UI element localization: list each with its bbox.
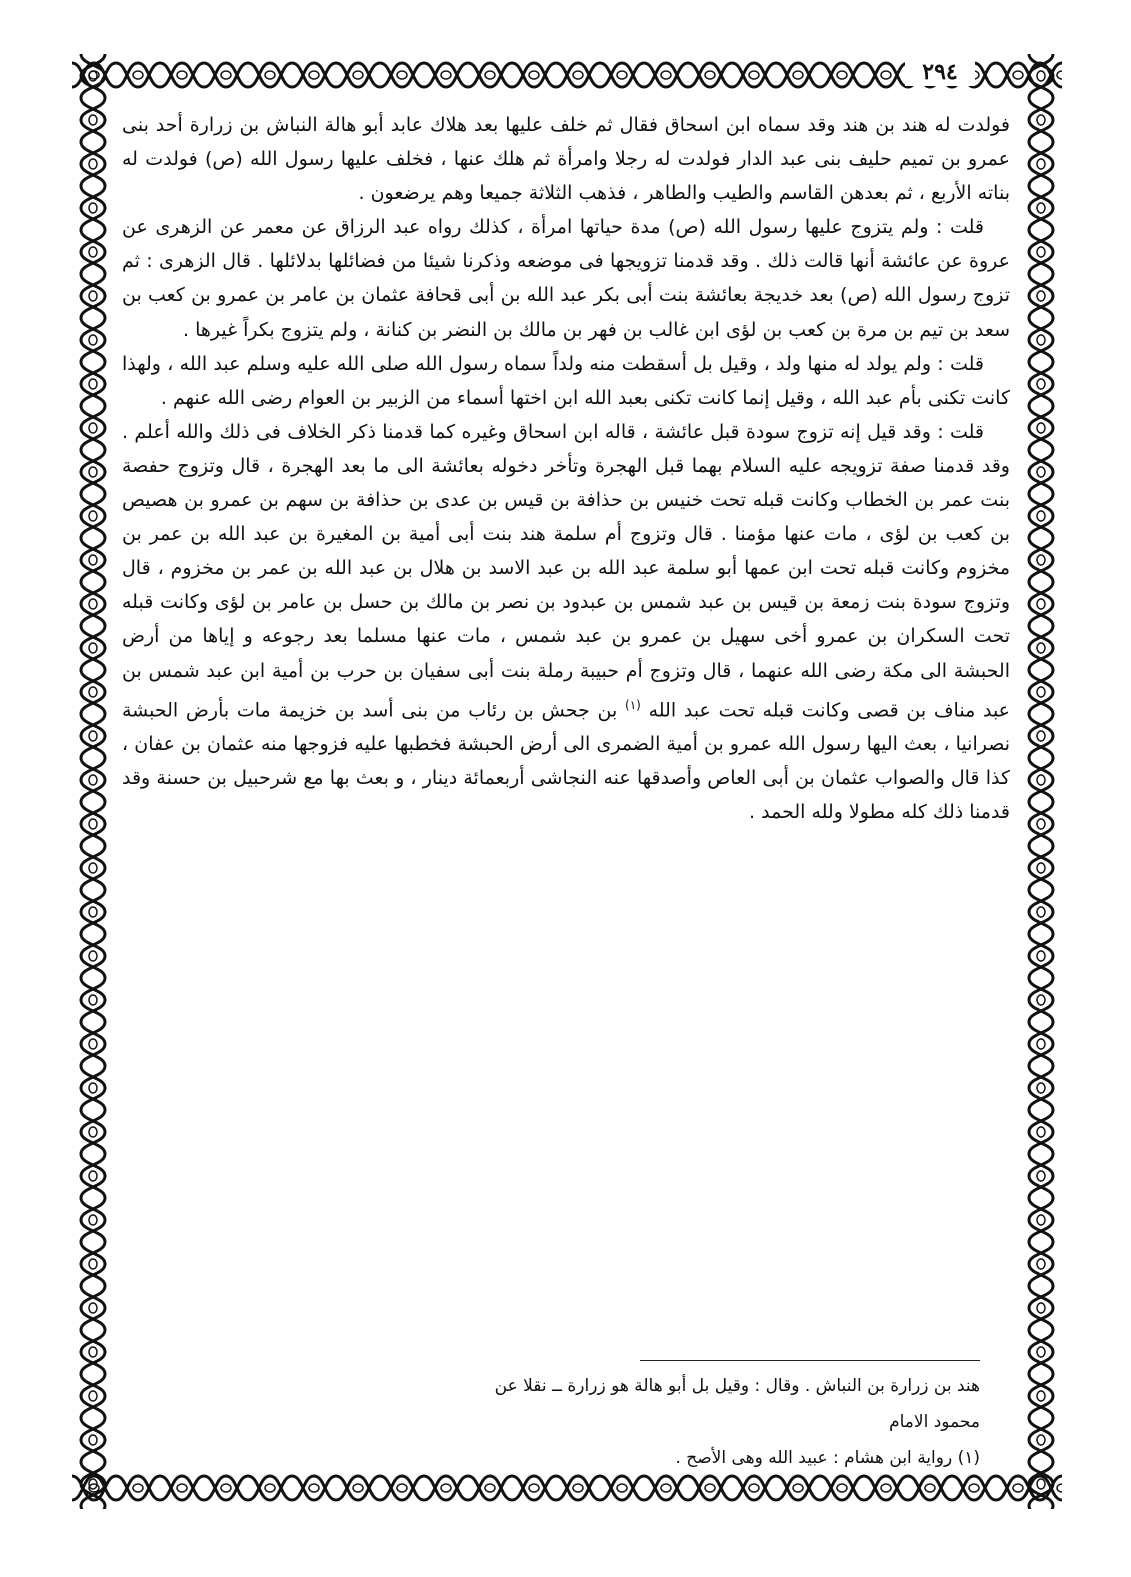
text-line: عليها رسول الله (ص) فولدت له بناته الأربع ، ثم بعدهن القاسم والطيب والطاهر ، فذهب الثلاثة bbox=[122, 148, 1010, 205]
text-line: قلت : ولم يولد له منها ولد ، وقيل بل أسقطت منه ولداً سماه رسول الله صلى الله عليه وسلم bbox=[246, 352, 984, 375]
text-line: عدى بن حذافة بن سهم بن عمرو بن هصيص بن كعب بن لؤى ، مات عنها مؤمنا . قال وتزوج أم bbox=[122, 489, 1010, 546]
paragraph-2 bbox=[122, 210, 1010, 346]
paragraph-3 bbox=[122, 347, 1010, 415]
text-line: من فضائلها بدلائلها . قال الزهرى : ثم تزوج رسول الله (ص) بعد خديجة بعائشة بنت أبى بكر bbox=[122, 250, 1011, 307]
text-line: الحبشة الى مكة رضى الله عنهما ، قال وتزوج أم حبيبة رملة بنت أبى سفيان بن حرب بن أمية bbox=[271, 659, 1010, 682]
text-line: بن جحش بن رئاب من بنى bbox=[401, 698, 618, 721]
border-left bbox=[72, 54, 114, 1509]
text-line: سلمة هند بنت أبى أمية بن المغيرة بن عبد الله بن عمر بن مخزوم وكانت قبله تحت ابن عمها أبو سلمة bbox=[122, 523, 1011, 580]
border-right bbox=[1020, 54, 1062, 1509]
text-line: فولدت له هند بن هند وقد سماه ابن اسحاق فقال ثم خلف عليها بعد هلاك عابد أبو هالة النباش بن bbox=[239, 114, 1011, 136]
text-line: قلت : وقد قيل إنه تزوج سودة قبل عائشة ، قاله ابن اسحاق وغيره كما قدمنا ذكر الخلاف فى bbox=[255, 420, 984, 443]
text-line: زرارة أحد بنى عمرو بن تميم حليف بنى عبد الدار فولدت له رجلا وامرأة ثم هلك عنها ، فخلف bbox=[122, 114, 1010, 171]
footnote-divider bbox=[640, 1360, 980, 1361]
text-line: الهجرة ، قال وتزوج حفصة بنت عمر بن الخطاب وكانت قبله تحت خنيس بن حذافة بن قيس بن bbox=[122, 454, 1010, 512]
text-line: عنه النجاشى أربعمائة دينار ، و بعث بها مع شرحبيل بن حسنة وقد قدمنا ذلك كله مطولا ولله الحمد . bbox=[122, 767, 1010, 824]
footnote-reference: (١) bbox=[625, 697, 641, 712]
text-line: الحبشة فخطبها عليه فزوجها منه عثمان بن عفان ، كذا قال والصواب عثمان بن أبى العاص وأصدقها bbox=[122, 733, 1010, 790]
text-line: ابن غالب بن فهر بن مالك بن النضر بن كنانة ، ولم يتزوج بكراً غيرها . bbox=[183, 318, 720, 341]
footnote-1: (١) رواية ابن هشام : عبيد الله وهى الأصح . bbox=[675, 1448, 980, 1468]
main-text bbox=[122, 108, 1010, 829]
page-number: ٢٩٤ bbox=[905, 58, 975, 86]
text-line: عبد الله ، ولهذا كانت تكنى بأم عبد الله ، وقيل إنما كانت تكنى بعبد الله ابن اختها أسماء من bbox=[122, 352, 1010, 409]
footnote-carryover: هند بن زرارة بن النباش . وقال : وقيل بل أبو هالة هو زرارة ــ نقلا عن محمود الامام bbox=[494, 1376, 980, 1432]
text-line: ذلك والله أعلم . وقد قدمنا صفة تزويجه عليه السلام بهما قبل الهجرة وتأخر دخوله بعائشة الى ما بعد bbox=[122, 420, 1010, 477]
text-line: معمر عن الزهرى عن عروة عن عائشة أنها قالت ذلك . وقد قدمنا تزويجها فى موضعه وذكرنا شيئا bbox=[122, 216, 1010, 273]
text-line: السكران بن عمرو أخى سهيل بن عمرو بن عبد شمس ، مات عنها مسلما بعد رجوعه و إياها من أرض bbox=[122, 625, 965, 648]
paragraph-1 bbox=[122, 108, 1010, 210]
text-line: جميعا وهم يرضعون . bbox=[358, 182, 523, 205]
paragraph-4 bbox=[122, 415, 1010, 829]
text-line: قيس بن عبد شمس بن عبدود بن نصر بن مالك بن حسل بن عامر بن لؤى وكانت قبله تحت bbox=[122, 591, 1010, 648]
text-line: عبد الله بن عبد الاسد بن هلال بن عبد الله بن عمر بن مخزوم ، قال وتزوج سودة بنت زمعة بن bbox=[122, 557, 1010, 614]
text-line: أسد بن خزيمة مات بأرض الحبشة نصرانيا ، بعث اليها رسول الله عمرو بن أمية الضمرى الى أرض bbox=[122, 698, 1010, 756]
text-line: عبد الله بن أبى قحافة عثمان بن عامر بن عمرو بن كعب بن سعد بن تيم بن مرة بن كعب بن لؤى bbox=[122, 284, 1010, 341]
text-line: ابن عبد شمس بن عبد مناف بن قصى وكانت قبله تحت عبد الله bbox=[122, 659, 1011, 721]
text-line: الزبير بن العوام رضى الله عنهم . bbox=[160, 386, 421, 409]
footnotes bbox=[480, 1368, 980, 1476]
text-line: قلت : ولم يتزوج عليها رسول الله (ص) مدة حياتها امرأة ، كذلك رواه عبد الرزاق عن bbox=[301, 216, 984, 239]
